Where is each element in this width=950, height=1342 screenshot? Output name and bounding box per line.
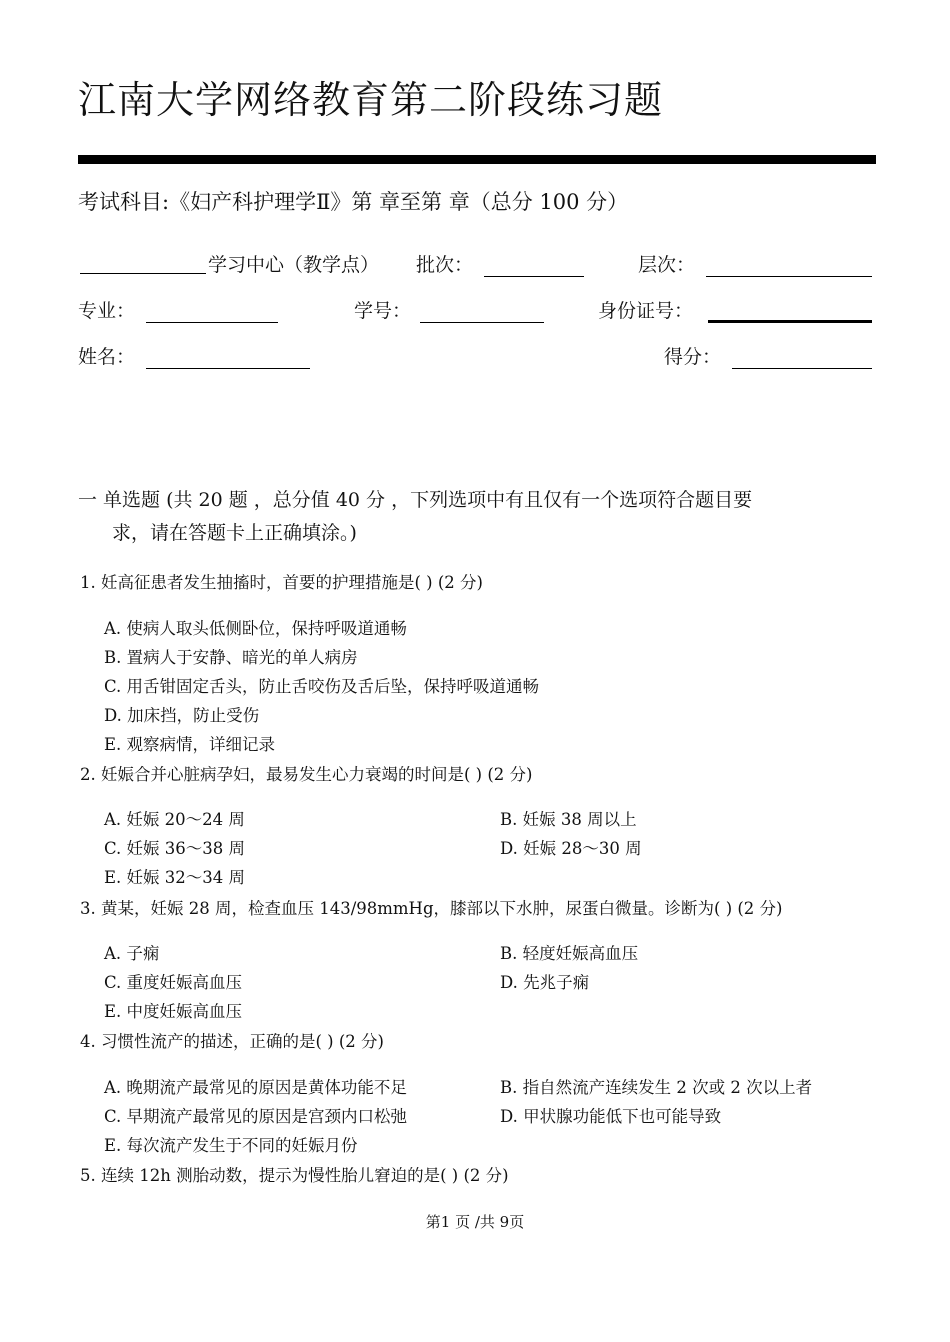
question-stem: 5. 连续 12h 测胎动数，提示为慢性胎儿窘迫的是( ) (2 分): [80, 1166, 509, 1185]
option-b[interactable]: B. 轻度妊娠高血压: [500, 944, 639, 963]
name-blank[interactable]: [146, 368, 310, 369]
question-stem: 1. 妊高征患者发生抽搐时，首要的护理措施是( ) (2 分): [80, 573, 483, 592]
option-a[interactable]: A. 妊娠 20～24 周: [104, 810, 245, 829]
question-stem: 2. 妊娠合并心脏病孕妇，最易发生心力衰竭的时间是( ) (2 分): [80, 765, 533, 784]
student-id-label: 学号：: [354, 300, 412, 322]
option-a[interactable]: A. 子痫: [104, 944, 160, 963]
section-line-2: 求，请在答题卡上正确填涂。): [112, 522, 357, 544]
option-c[interactable]: C. 重度妊娠高血压: [104, 973, 243, 992]
page-number: 第1 页 /共 9页: [425, 1213, 525, 1231]
option-a[interactable]: A. 晚期流产最常见的原因是黄体功能不足: [104, 1078, 407, 1097]
option-e[interactable]: E. 每次流产发生于不同的妊娠月份: [104, 1136, 358, 1155]
question-stem: 4. 习惯性流产的描述，正确的是( ) (2 分): [80, 1032, 384, 1051]
option-e[interactable]: E. 妊娠 32～34 周: [104, 868, 246, 887]
major-blank[interactable]: [146, 322, 278, 323]
option-b[interactable]: B. 妊娠 38 周以上: [500, 810, 637, 829]
option-b[interactable]: B. 置病人于安静、暗光的单人病房: [104, 648, 358, 667]
center-blank[interactable]: [80, 273, 206, 274]
level-blank[interactable]: [706, 276, 872, 277]
page-title: 江南大学网络教育第二阶段练习题: [78, 78, 664, 122]
option-d[interactable]: D. 先兆子痫: [500, 973, 590, 992]
level-label: 层次：: [638, 254, 696, 276]
title-divider: [78, 155, 876, 164]
score-label: 得分：: [664, 346, 722, 368]
option-d[interactable]: D. 甲状腺功能低下也可能导致: [500, 1107, 722, 1126]
option-a[interactable]: A. 使病人取头低侧卧位，保持呼吸道通畅: [104, 619, 407, 638]
section-line-1: 一 单选题 (共 20 题 ，总分值 40 分 ，下列选项中有且仅有一个选项符合题目要: [78, 489, 753, 511]
score-blank[interactable]: [732, 368, 872, 369]
option-d[interactable]: D. 妊娠 28～30 周: [500, 839, 642, 858]
student-id-blank[interactable]: [420, 322, 544, 323]
option-c[interactable]: C. 早期流产最常见的原因是宫颈内口松弛: [104, 1107, 408, 1126]
question-stem: 3. 黄某，妊娠 28 周，检查血压 143/98mmHg，膝部以下水肿，尿蛋白微量。诊断为( ) (2 分): [80, 899, 783, 918]
id-card-label: 身份证号：: [598, 300, 694, 322]
major-label: 专业：: [78, 300, 136, 322]
name-label: 姓名：: [78, 346, 136, 368]
batch-blank[interactable]: [484, 276, 584, 277]
batch-label: 批次：: [416, 254, 474, 276]
option-c[interactable]: C. 妊娠 36～38 周: [104, 839, 246, 858]
option-b[interactable]: B. 指自然流产连续发生 2 次或 2 次以上者: [500, 1078, 813, 1097]
option-e[interactable]: E. 中度妊娠高血压: [104, 1002, 243, 1021]
section-heading: [78, 484, 878, 550]
option-c[interactable]: C. 用舌钳固定舌头，防止舌咬伤及舌后坠，保持呼吸道通畅: [104, 677, 540, 696]
exam-subject: 考试科目:《妇产科护理学Ⅱ》第 章至第 章（总分 100 分）: [78, 190, 629, 214]
option-d[interactable]: D. 加床挡，防止受伤: [104, 706, 260, 725]
id-card-blank[interactable]: [708, 320, 872, 323]
option-e[interactable]: E. 观察病情，详细记录: [104, 735, 276, 754]
center-label: 学习中心（教学点）: [208, 254, 380, 276]
